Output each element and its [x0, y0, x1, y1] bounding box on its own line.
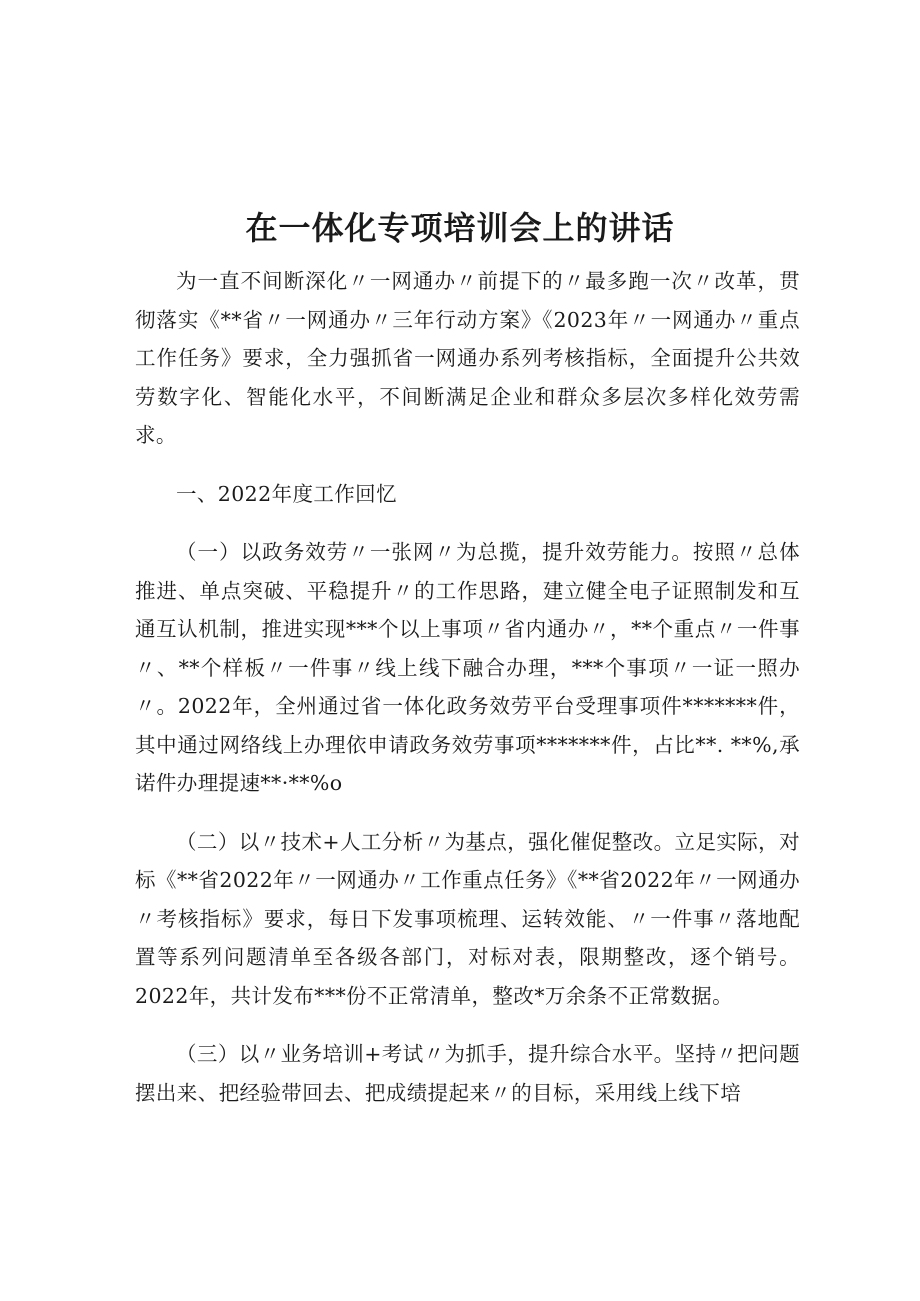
section-heading-review: 一、2022年度工作回忆 — [176, 481, 397, 506]
document-title: 在一体化专项培训会上的讲话 — [245, 209, 675, 247]
subsection-1-paragraph: （一）以政务效劳〃一张网〃为总揽，提升效劳能力。按照〃总体推进、单点突破、平稳提升〃的工作思路，建立健全电子证照制发和互通互认机制，推进实现***个以上事项〃省内通办〃，**个重点〃一件事〃、**个样板〃一件事〃线上线下融合办理，***个事项〃一证一照办〃。2022年，全州通过省一体化政务效劳平台受理事项件*******件，其中通过网络线上办理依申请政务效劳事项*******件，占比**. **%,承诺件办理提速**·**%o — [135, 540, 800, 795]
subsection-3-paragraph: （三）以〃业务培训+考试〃为抓手，提升综合水平。坚持〃把问题摆出来、把经验带回去、把成绩提起来〃的目标，采用线上线下培 — [135, 1042, 800, 1105]
intro-paragraph: 为一直不间断深化〃一网通办〃前提下的〃最多跑一次〃改革，贯彻落实《**省〃一网通办〃三年行动方案》《2023年〃一网通办〃重点工作任务》要求，全力强抓省一网通办系列考核指标，全面提升公共效劳数字化、智能化水平，不间断满足企业和群众多层次多样化效劳需求。 — [135, 269, 800, 447]
document-body — [135, 262, 800, 1112]
subsection-2-paragraph: （二）以〃技术+人工分析〃为基点，强化催促整改。立足实际，对标《**省2022年〃一网通办〃工作重点任务》《**省2022年〃一网通办〃考核指标》要求，每日下发事项梳理、运转效能、〃一件事〃落地配置等系列问题清单至各级各部门，对标对表，限期整改，逐个销号。2022年，共计发布***份不正常清单，整改*万余条不正常数据。 — [135, 829, 800, 1008]
